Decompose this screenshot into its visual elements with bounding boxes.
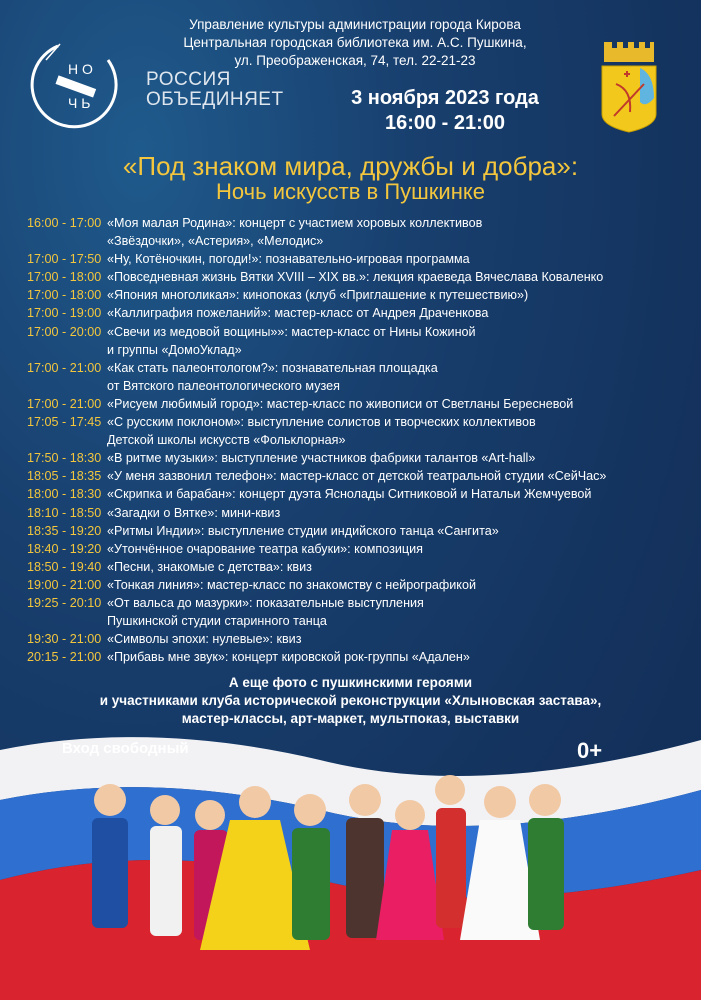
time-text: 16:00 - 21:00 <box>384 112 506 134</box>
free-entry-label: Вход свободный <box>62 740 189 757</box>
schedule-item-continuation <box>27 341 687 359</box>
schedule-description: Детской школы искусств «Фольклорная» <box>107 433 346 448</box>
schedule-item <box>27 540 687 558</box>
schedule-description: «В ритме музыки»: выступление участников фабрики талантов «Art-hall» <box>107 451 536 466</box>
schedule-description: «У меня зазвонил телефон»: мастер-класс от детской театральной студии «СейЧас» <box>107 469 607 484</box>
schedule-description: «Рисуем любимый город»: мастер-класс по живописи от Светланы Бересневой <box>107 396 574 411</box>
schedule-item <box>27 323 687 341</box>
schedule-time: 17:00 - 17:50 <box>27 252 102 267</box>
schedule-time: 17:50 - 18:30 <box>27 451 102 466</box>
schedule-item <box>27 214 687 232</box>
schedule-item <box>27 558 687 576</box>
schedule-item <box>27 576 687 594</box>
schedule-time: 18:00 - 18:30 <box>27 487 102 502</box>
schedule-time: 18:40 - 19:20 <box>27 541 102 556</box>
event-subtitle: Ночь искусств в Пушкинке <box>216 179 485 204</box>
schedule-item-continuation <box>27 431 687 449</box>
children-illustration <box>0 730 701 1000</box>
schedule-item <box>27 449 687 467</box>
org-line: Центральная городская библиотека им. А.С. Пушкина, <box>183 35 527 50</box>
schedule-time: 18:35 - 19:20 <box>27 523 102 538</box>
schedule-description: «С русским поклоном»: выступление солистов и творческих коллективов <box>107 415 536 430</box>
schedule-description: «Каллиграфия пожеланий»: мастер-класс от Андрея Драченкова <box>107 306 489 321</box>
event-date <box>300 86 590 136</box>
schedule-item-continuation <box>27 377 687 395</box>
schedule-time: 17:00 - 21:00 <box>27 396 102 411</box>
schedule-description: «Ну, Котёночкин, погоди!»: познавательно-игровая программа <box>107 252 470 267</box>
schedule-time: 17:00 - 18:00 <box>27 288 102 303</box>
schedule-description: «Тонкая линия»: мастер-класс по знакомству с нейрографикой <box>107 577 476 592</box>
schedule-item <box>27 648 687 666</box>
schedule-description: «От вальса до мазурки»: показательные выступления <box>107 595 424 610</box>
schedule-item <box>27 413 687 431</box>
schedule-description: «Скрипка и барабан»: концерт дуэта Яснолады Ситниковой и Натальи Жемчуевой <box>107 487 592 502</box>
org-line: ул. Преображенская, 74, тел. 22-21-23 <box>234 53 476 68</box>
schedule-item <box>27 286 687 304</box>
schedule-time: 18:50 - 19:40 <box>27 559 102 574</box>
age-rating: 0+ <box>577 738 603 763</box>
slogan <box>146 70 284 110</box>
schedule-item-continuation <box>27 612 687 630</box>
night-of-arts-logo <box>28 38 120 130</box>
schedule-item <box>27 485 687 503</box>
schedule-list <box>27 214 687 666</box>
schedule-description: от Вятского палеонтологического музея <box>107 378 340 393</box>
slogan-line: ОБЪЕДИНЯЕТ <box>146 89 284 110</box>
schedule-item <box>27 594 687 612</box>
schedule-time: 17:00 - 20:00 <box>27 324 102 339</box>
schedule-description: «Прибавь мне звук»: концерт кировской рок-группы «Адален» <box>107 650 470 665</box>
schedule-item <box>27 630 687 648</box>
schedule-time: 17:00 - 19:00 <box>27 306 102 321</box>
extra-line: и участниками клуба исторической реконструкции «Хлыновская застава», <box>99 693 602 708</box>
schedule-item <box>27 395 687 413</box>
schedule-description: «Загадки о Вятке»: мини-квиз <box>107 505 281 520</box>
schedule-time: 20:15 - 21:00 <box>27 650 102 665</box>
schedule-time: 17:00 - 21:00 <box>27 360 102 375</box>
schedule-description: «Символы эпохи: нулевые»: квиз <box>107 632 302 647</box>
date-text: 3 ноября 2023 года <box>351 87 539 109</box>
schedule-item-continuation <box>27 232 687 250</box>
extra-line: А еще фото с пушкинскими героями <box>228 675 473 690</box>
schedule-time: 18:10 - 18:50 <box>27 505 102 520</box>
schedule-time: 17:00 - 18:00 <box>27 270 102 285</box>
schedule-time: 19:00 - 21:00 <box>27 577 102 592</box>
schedule-description: «Ритмы Индии»: выступление студии индийского танца «Сангита» <box>107 523 499 538</box>
schedule-item <box>27 250 687 268</box>
schedule-description: «Япония многоликая»: кинопоказ (клуб «Приглашение к путешествию») <box>107 288 529 303</box>
schedule-item <box>27 268 687 286</box>
schedule-description: «Свечи из медовой вощины»»: мастер-класс от Нины Кожиной <box>107 324 476 339</box>
schedule-time: 18:05 - 18:35 <box>27 469 102 484</box>
schedule-item <box>27 467 687 485</box>
schedule-description: «Утончённое очарование театра кабуки»: композиция <box>107 541 423 556</box>
org-line: Управление культуры администрации города Кирова <box>189 17 521 32</box>
extra-line: мастер-классы, арт-маркет, мультпоказ, выставки <box>181 711 520 726</box>
schedule-time: 19:30 - 21:00 <box>27 632 102 647</box>
schedule-description: «Песни, знакомые с детства»: квиз <box>107 559 312 574</box>
schedule-time: 16:00 - 17:00 <box>27 216 102 230</box>
schedule-time: 19:25 - 20:10 <box>27 595 102 610</box>
kirov-coat-of-arms <box>600 40 658 135</box>
slogan-line: РОССИЯ <box>146 69 231 90</box>
extra-info <box>0 674 701 728</box>
organizer-info <box>150 16 560 70</box>
schedule-description: «Повседневная жизнь Вятки XVIII – XIX вв.»: лекция краеведа Вячеслава Коваленко <box>107 270 604 285</box>
schedule-description: «Как стать палеонтологом?»: познавательная площадка <box>107 360 438 375</box>
schedule-description: «Звёздочки», «Астерия», «Мелодис» <box>107 234 324 249</box>
schedule-item <box>27 359 687 377</box>
schedule-item <box>27 504 687 522</box>
schedule-item <box>27 304 687 322</box>
schedule-description: «Моя малая Родина»: концерт с участием хоровых коллективов <box>107 216 483 230</box>
svg-text:Ч Ь: Ч Ь <box>68 95 91 111</box>
schedule-time: 17:05 - 17:45 <box>27 415 102 430</box>
schedule-description: Пушкинской студии старинного танца <box>107 614 327 629</box>
schedule-description: и группы «ДомоУклад» <box>107 342 242 357</box>
event-title: «Под знаком мира, дружбы и добра»: <box>122 151 579 181</box>
svg-text:Н О: Н О <box>68 61 93 77</box>
schedule-item <box>27 522 687 540</box>
